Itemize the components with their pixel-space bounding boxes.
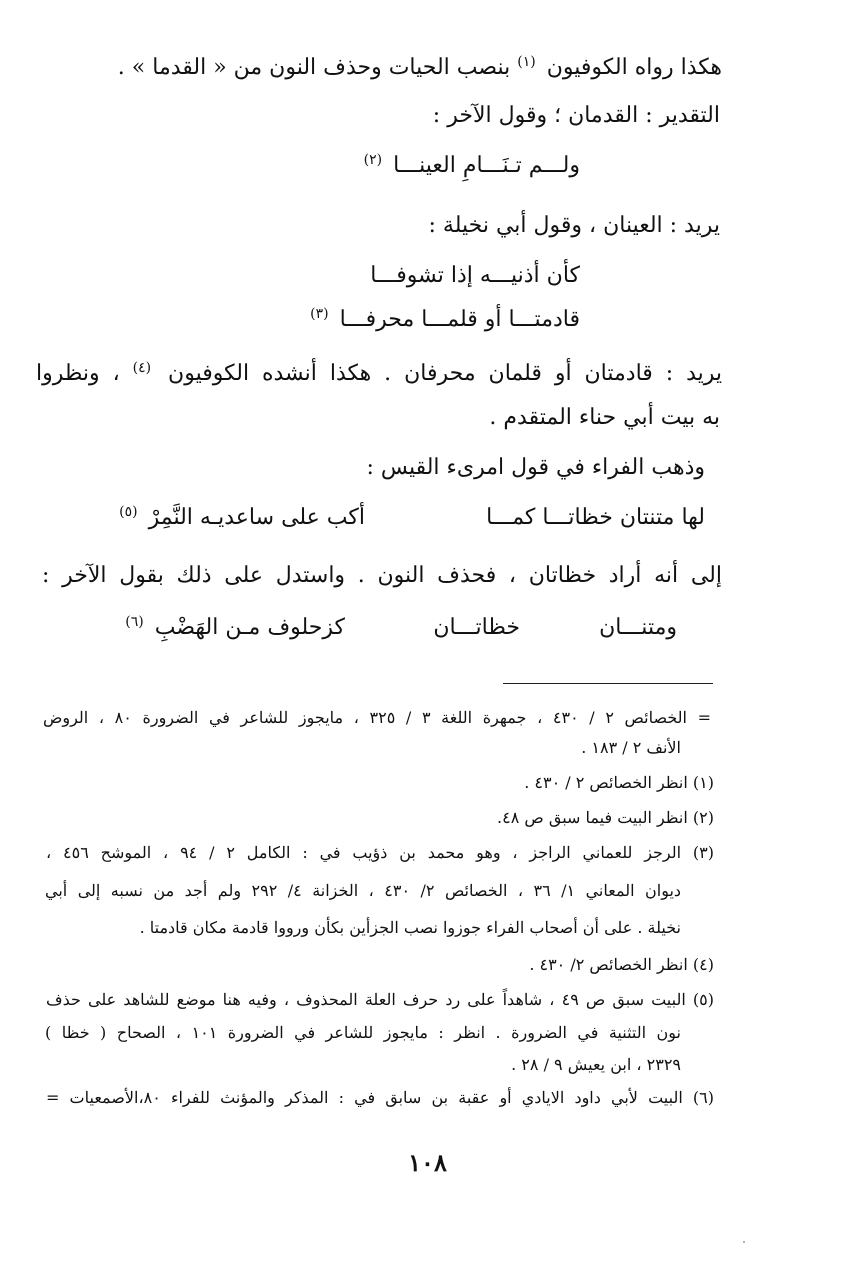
footnote-3: (٣) الرجز للعماني الراجز ، وهو محمد بن ذؤيب في : الكامل ٢ / ٩٤ ، الموشح ٤٥٦ ، — [46, 843, 714, 862]
verse-line — [364, 150, 580, 182]
verse-line — [433, 612, 520, 644]
body-line — [42, 560, 722, 592]
verse-line — [370, 260, 580, 292]
body-line — [367, 452, 706, 484]
body-text: إلى أنه أراد خظاتان ، فحذف النون . واستدل على ذلك بقول الآخر : — [42, 563, 722, 588]
verse-text: قادمتـــا أو قلمـــا محرفـــا — [339, 307, 580, 332]
verse-line — [599, 612, 677, 644]
footnote-marker: (١) — [517, 53, 536, 70]
footnote-marker: (٣) — [310, 305, 329, 322]
footnote-marker: (٥) — [119, 503, 138, 520]
body-text: يريد : العينان ، وقول أبي نخيلة : — [428, 213, 720, 238]
footnote-marker: (٢) — [363, 151, 383, 168]
footnote-1: (١) انظر الخصائص ٢ / ٤٣٠ . — [524, 773, 714, 792]
verse-text: ولـــم تـنَـــامِ العينـــا — [393, 153, 580, 178]
footnote-5: (٥) البيت سبق ص ٤٩ ، شاهداً على رد حرف العلة المحذوف ، وفيه هنا موضع للشاهد على حذف — [46, 990, 714, 1009]
verse-part: ومتنـــان — [599, 615, 677, 640]
body-text: بنصب الحيات وحذف النون من « القدما » . — [117, 55, 511, 80]
footnote-line: الأنف ٢ / ١٨٣ . — [581, 738, 681, 757]
body-text: به بيت أبي حناء المتقدم . — [489, 405, 720, 430]
footnote-4: (٤) انظر الخصائص ٢/ ٤٣٠ . — [529, 955, 714, 974]
body-text: التقدير : القدمان ؛ وقول الآخر : — [432, 103, 720, 128]
body-line — [118, 52, 722, 84]
body-line — [433, 100, 720, 132]
footnote-line: نون التثنية في الضرورة . انظر : مايجوز للشاعر في الضرورة ١٠١ ، الصحاح ( خظا ) — [45, 1023, 681, 1042]
verse-text: كأن أذنيـــه إذا تشوفـــا — [370, 263, 580, 288]
verse-line — [119, 502, 365, 534]
body-text: هكذا رواه الكوفيون — [546, 55, 722, 80]
footnote-separator — [503, 683, 713, 684]
verse-hemistich-right: لها متنتان خظاتـــا كمـــا — [486, 505, 705, 530]
verse-line — [310, 304, 580, 336]
body-text: وذهب الفراء في قول امرىء القيس : — [366, 455, 705, 480]
body-line — [429, 210, 720, 242]
verse-line — [486, 502, 705, 534]
footnote-line: = الخصائص ٢ / ٤٣٠ ، جمهرة اللغة ٣ / ٣٢٥ ، مايجوز للشاعر في الضرورة ٨٠ ، الروض — [43, 708, 712, 727]
verse-hemistich-left: أكب على ساعديـه النَّمِرْ — [148, 505, 365, 530]
body-line — [36, 358, 722, 390]
footnote-6: (٦) البيت لأبي داود الايادي أو عقبة بن سابق في : المذكر والمؤنث للفراء ٨٠،الأصمعيات = — [46, 1088, 714, 1107]
footnote-marker: (٤) — [132, 359, 152, 376]
body-text: يريد : قادمتان أو قلمان محرفان . هكذا أنشده الكوفيون — [168, 361, 723, 386]
page-number: ١٠٨ — [408, 1148, 447, 1177]
verse-part: كزحلوف مـن الهَضْبِ — [154, 615, 345, 640]
verse-part: خظاتـــان — [433, 615, 520, 640]
verse-line — [125, 612, 345, 644]
footnote-line: ٢٣٢٩ ، ابن يعيش ٩ / ٢٨ . — [511, 1055, 681, 1074]
footnote-line: نخيلة . على أن أصحاب الفراء جوزوا نصب الجزأين بكأن ورووا قادمة مكان قادمتا . — [139, 918, 681, 937]
footnote-marker: (٦) — [125, 613, 144, 630]
body-text: ، ونظروا — [36, 361, 120, 386]
footnote-line: ديوان المعاني ١/ ٣٦ ، الخصائص ٢/ ٤٣٠ ، الخزانة ٤/ ٢٩٢ ولم أجد من نسبه إلى أبي — [45, 881, 682, 900]
footnote-2: (٢) انظر البيت فيما سبق ص ٤٨. — [497, 808, 714, 827]
body-line — [489, 402, 720, 434]
scan-speck — [743, 1241, 745, 1243]
